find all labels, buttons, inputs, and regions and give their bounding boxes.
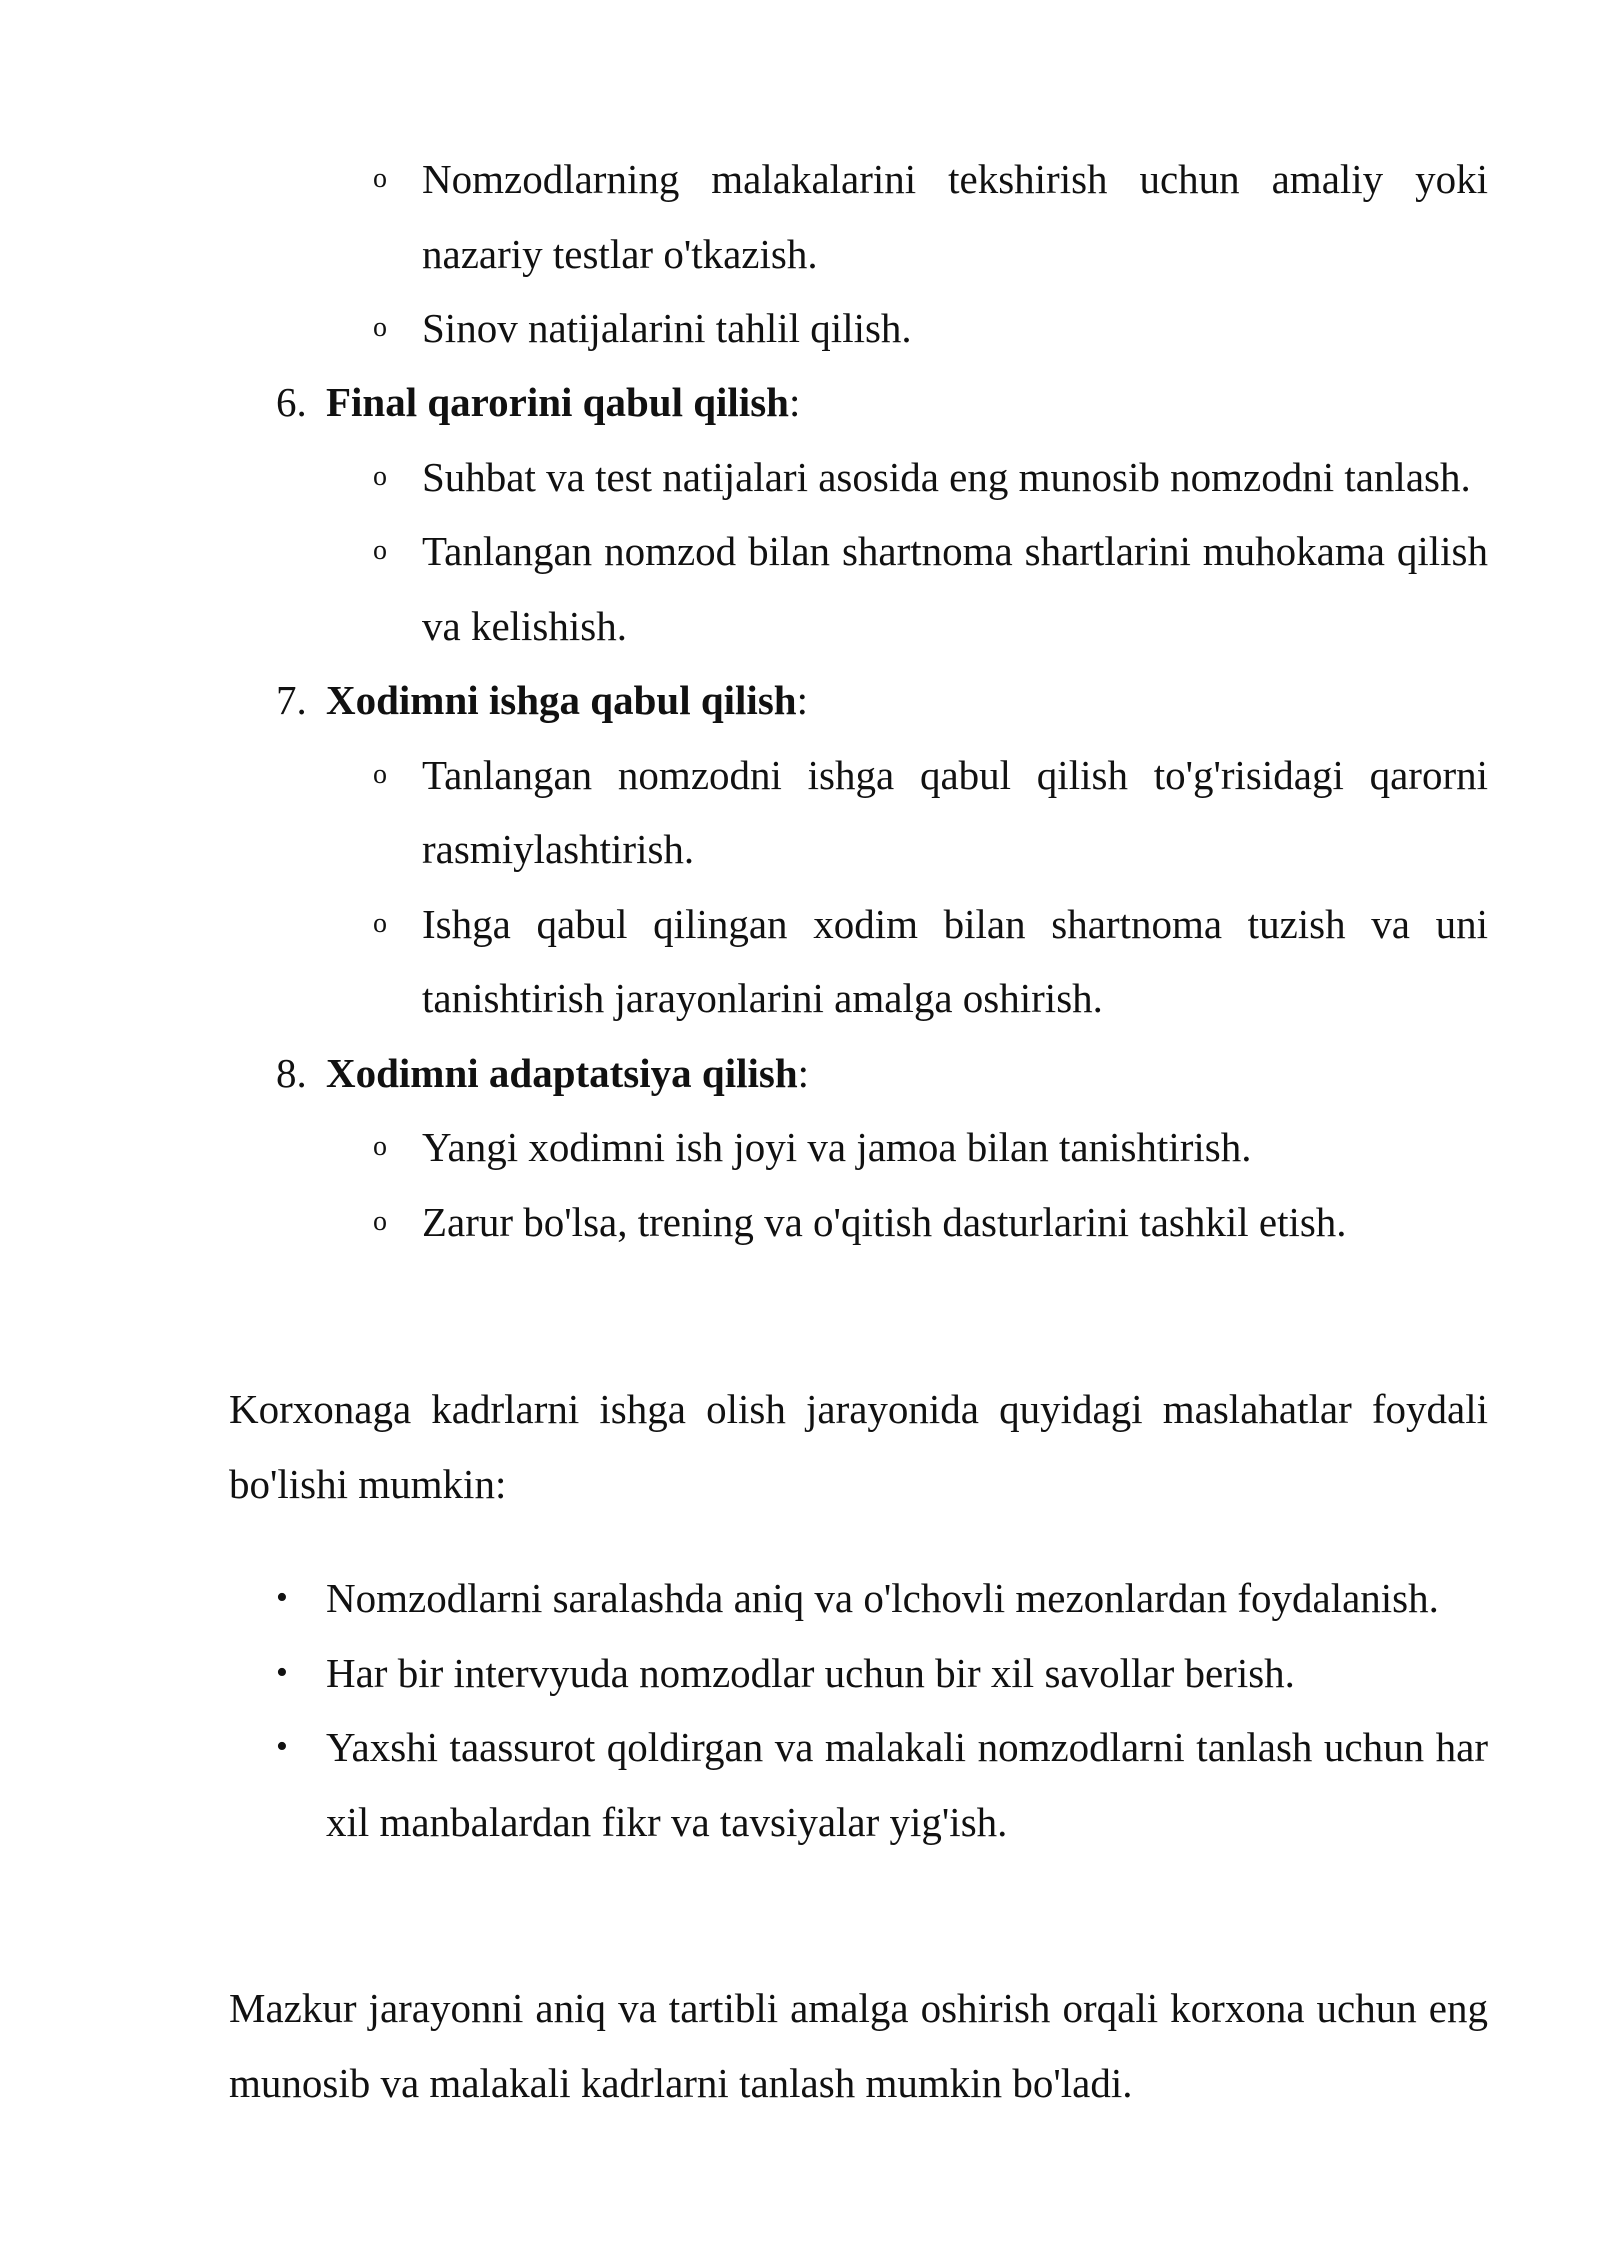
tip-list-item-text: Nomzodlarni saralashda aniq va o'lchovli mezonlardan foydalanish.	[326, 1575, 1439, 1621]
step-8	[0, 1036, 1600, 1260]
intro-paragraph-block	[0, 1372, 1600, 1521]
step-number: 6.	[276, 379, 307, 425]
step-title-suffix: :	[797, 1049, 810, 1096]
sub-list-item	[0, 738, 1600, 887]
circle-bullet-icon: o	[373, 535, 387, 566]
bullet-icon: •	[276, 1653, 288, 1691]
circle-bullet-icon: o	[373, 1131, 387, 1162]
sub-list-item-text: Sinov natijalarini tahlil qilish.	[422, 305, 912, 351]
step-title-suffix: :	[788, 379, 801, 425]
sub-list-item-text: Tanlangan nomzod bilan shartnoma shartlarini muhokama qilish va kelishish.	[422, 528, 1488, 649]
bullet-icon: •	[276, 1728, 288, 1765]
closing-paragraph: Mazkur jarayonni aniq va tartibli amalga oshirish orqali korxona uchun eng munosib va malakali kadrlarni tanlash mumkin bo'ladi.	[229, 1985, 1488, 2106]
bullet-icon: •	[276, 1579, 288, 1616]
tip-list-item	[0, 1710, 1600, 1859]
step-title: Final qarorini qabul qilish	[326, 379, 789, 425]
sub-list-item-text: Ishga qabul qilingan xodim bilan shartnoma tuzish va uni tanishtirish jarayonlarini amalga oshirish.	[422, 900, 1488, 1021]
sub-list-item-text: Zarur bo'lsa, trening va o'qitish dasturlarini tashkil etish.	[422, 1198, 1347, 1245]
sub-list-item-text: Tanlangan nomzodni ishga qabul qilish to'g'risidagi qarorni rasmiylashtirish.	[422, 751, 1488, 872]
sub-list-item	[0, 291, 1600, 366]
step-heading	[0, 663, 1600, 738]
step-heading	[0, 1036, 1600, 1111]
step-title: Xodimni adaptatsiya qilish	[326, 1049, 798, 1096]
circle-bullet-icon: o	[373, 758, 387, 790]
step-title-suffix: :	[796, 677, 808, 723]
circle-bullet-icon: o	[373, 907, 387, 939]
step-number: 8.	[276, 1049, 307, 1096]
tip-list-item	[0, 1636, 1600, 1711]
tip-list-item	[0, 1561, 1600, 1636]
tip-list-item-text: Har bir intervyuda nomzodlar uchun bir xil savollar berish.	[326, 1649, 1295, 1696]
closing-paragraph-block	[0, 1971, 1600, 2120]
sub-list-item	[0, 887, 1600, 1036]
tips-list	[0, 1561, 1600, 1859]
sub-list-item-text: Suhbat va test natijalari asosida eng munosib nomzodni tanlash.	[422, 453, 1471, 500]
continued-sub-list	[0, 142, 1600, 366]
circle-bullet-icon: o	[373, 163, 387, 194]
circle-bullet-icon: o	[373, 312, 387, 343]
sub-list-item	[0, 1185, 1600, 1260]
intro-paragraph: Korxonaga kadrlarni ishga olish jarayonida quyidagi maslahatlar foydali bo'lishi mumkin:	[229, 1386, 1488, 1507]
step-title: Xodimni ishga qabul qilish	[326, 677, 797, 723]
sub-list-item	[0, 440, 1600, 515]
numbered-steps	[0, 365, 1600, 1259]
sub-list-item	[0, 142, 1600, 291]
step-6	[0, 365, 1600, 663]
step-number: 7.	[276, 677, 307, 723]
step-heading	[0, 365, 1600, 440]
sub-list-item	[0, 1110, 1600, 1185]
sub-list-item-text: Yangi xodimni ish joyi va jamoa bilan tanishtirish.	[422, 1124, 1252, 1170]
sub-list-item-text: Nomzodlarning malakalarini tekshirish uchun amaliy yoki nazariy testlar o'tkazish.	[422, 156, 1488, 277]
step-7	[0, 663, 1600, 1036]
sub-list-item	[0, 514, 1600, 663]
tip-list-item-text: Yaxshi taassurot qoldirgan va malakali nomzodlarni tanlash uchun har xil manbalardan fikr va tavsiyalar yig'ish.	[326, 1724, 1488, 1845]
circle-bullet-icon: o	[373, 1205, 387, 1237]
circle-bullet-icon: o	[373, 460, 387, 492]
